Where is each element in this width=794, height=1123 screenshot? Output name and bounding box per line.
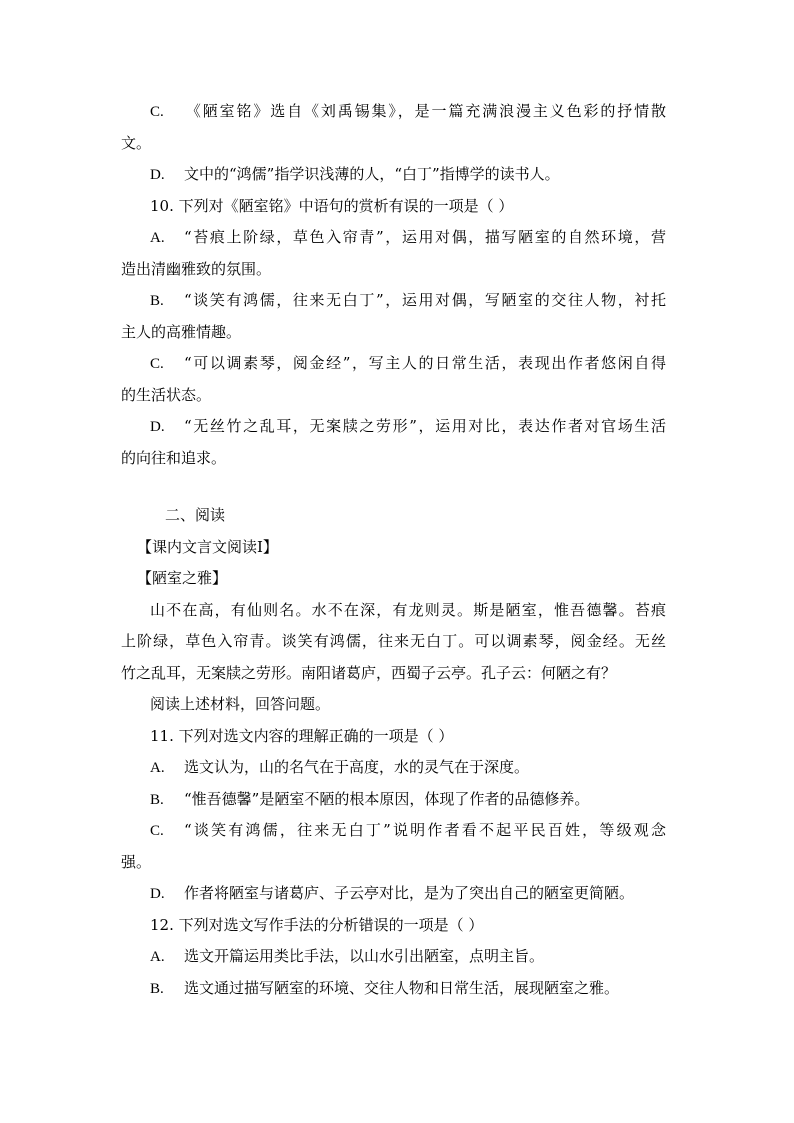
section-title: 【课内文言文阅读Ⅰ】 <box>137 537 278 556</box>
option-letter: C. <box>150 356 164 372</box>
q11-option-c-line1: C. “谈笑有鸿儒，往来无白丁”说明作者看不起平民百姓，等级观念 <box>121 815 666 847</box>
passage-line-3: 竹之乱耳，无案牍之劳形。南阳诸葛庐，西蜀子云亭。孔子云：何陋之有？ <box>121 663 617 682</box>
q12-option-a: A. 选文开篇运用类比手法，以山水引出陋室，点明主旨。 <box>121 941 666 973</box>
option-letter: C. <box>150 823 164 839</box>
text-column <box>121 96 666 1004</box>
q10-option-a-line2: 造出清幽雅致的氛围。 <box>121 259 272 278</box>
question-12-stem: 12. 下列对选文写作手法的分析错误的一项是（ ） <box>150 915 484 934</box>
passage-line-1: 山不在高，有仙则名。水不在深，有龙则灵。斯是陋室，惟吾德馨。苔痕 <box>150 600 666 619</box>
q11-option-c-line2: 强。 <box>121 852 152 871</box>
q11-option-b: B. “惟吾德馨”是陋室不陋的根本原因，体现了作者的品德修养。 <box>121 784 666 816</box>
option-letter: A. <box>150 949 165 965</box>
reading-instruction: 阅读上述材料，回答问题。 <box>150 695 331 713</box>
section-gap <box>121 474 666 500</box>
q10-option-d-line1: D. “无丝竹之乱耳，无案牍之劳形”，运用对比，表达作者对官场生活 <box>121 411 666 443</box>
option-letter: B. <box>150 293 164 309</box>
q10-option-b-line1: B. “谈笑有鸿儒，往来无白丁”，运用对偶，写陋室的交往人物，衬托 <box>121 285 666 317</box>
q10-option-d-line2: 的向往和追求。 <box>121 448 227 467</box>
option-c-line2: 文。 <box>121 133 152 152</box>
q10-option-b-line2: 主人的高雅情趣。 <box>121 322 242 341</box>
option-letter: A. <box>150 760 165 776</box>
option-letter: C. <box>150 104 164 120</box>
q10-option-c-line2: 的生活状态。 <box>121 385 212 404</box>
question-11-stem: 11. 下列对选文内容的理解正确的一项是（ ） <box>150 726 454 745</box>
option-letter: D. <box>150 167 165 183</box>
q12-option-b: B. 选文通过描写陋室的环境、交往人物和日常生活，展现陋室之雅。 <box>121 973 666 1005</box>
option-d-line1: D. 文中的“鸿儒”指学识浅薄的人，“白丁”指博学的读书人。 <box>121 159 666 191</box>
option-c-line1: C. 《陋室铭》选自《刘禹锡集》，是一篇充满浪漫主义色彩的抒情散 <box>121 96 666 128</box>
passage-title: 【陋室之雅】 <box>137 569 228 587</box>
option-letter: B. <box>150 980 164 997</box>
option-letter: A. <box>150 230 165 246</box>
section-heading: 二、阅读 <box>165 506 226 524</box>
q11-option-d: D. 作者将陋室与诸葛庐、子云亭对比，是为了突出自己的陋室更简陋。 <box>121 878 666 910</box>
question-10-stem: 10. 下列对《陋室铭》中语句的赏析有误的一项是（ ） <box>150 196 514 215</box>
option-letter: D. <box>150 419 165 435</box>
q10-option-a-line1: A. “苔痕上阶绿，草色入帘青”，运用对偶，描写陋室的自然环境，营 <box>121 222 666 254</box>
passage-line-2: 上阶绿，草色入帘青。谈笑有鸿儒，往来无白丁。可以调素琴，阅金经。无丝 <box>121 632 666 650</box>
option-letter: B. <box>150 791 164 808</box>
option-letter: D. <box>150 886 165 902</box>
q10-option-c-line1: C. “可以调素琴，阅金经”，写主人的日常生活，表现出作者悠闲自得 <box>121 348 666 380</box>
q11-option-a: A. 选文认为，山的名气在于高度，水的灵气在于深度。 <box>121 752 666 784</box>
